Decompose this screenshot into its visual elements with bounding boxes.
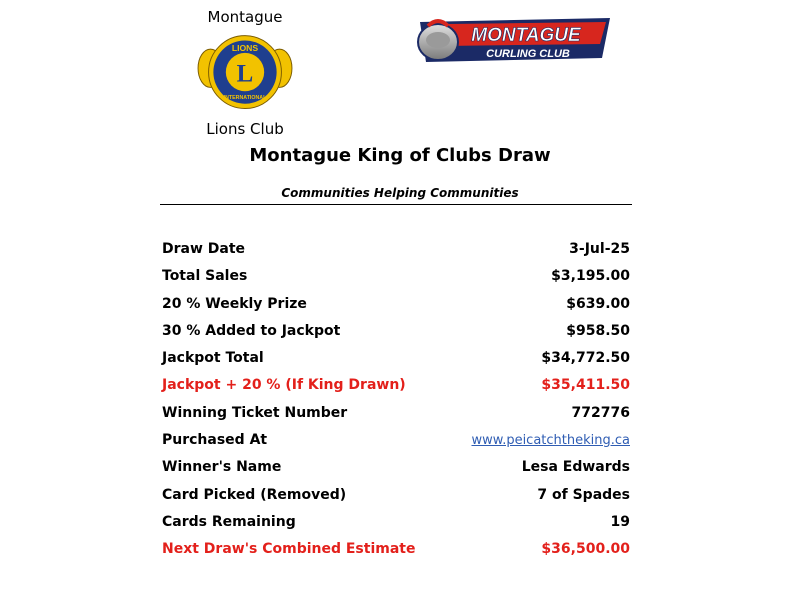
- lions-club-top-label: Montague: [207, 8, 283, 26]
- lions-club-bottom-label: Lions Club: [206, 120, 284, 138]
- curling-logo-bottom-text: CURLING CLUB: [486, 48, 570, 60]
- jackpot-total-value: $34,772.50: [541, 350, 630, 367]
- winner-name-label: Winner's Name: [162, 459, 282, 476]
- jackpot-if-king-label: Jackpot + 20 % (If King Drawn): [162, 377, 406, 394]
- lions-emblem-letter: L: [236, 60, 254, 88]
- row-purchased-at: [162, 427, 630, 454]
- lions-club-emblem: [197, 28, 293, 120]
- cards-remaining-label: Cards Remaining: [162, 513, 296, 530]
- draw-results-table: [162, 236, 630, 564]
- row-weekly-prize: [162, 291, 630, 318]
- row-jackpot-if-king: [162, 372, 630, 399]
- jackpot-if-king-value: $35,411.50: [541, 377, 630, 394]
- page-title: Montague King of Clubs Draw: [249, 145, 551, 166]
- weekly-prize-label: 20 % Weekly Prize: [162, 295, 307, 312]
- header-divider: [160, 204, 632, 205]
- winner-name-value: Lesa Edwards: [521, 459, 630, 476]
- row-jackpot-total: [162, 345, 630, 372]
- lions-emblem-ring-text: INTERNATIONAL: [223, 94, 267, 101]
- row-next-draw-estimate: [162, 536, 630, 563]
- card-picked-value: 7 of Spades: [537, 486, 630, 503]
- row-added-to-jackpot: [162, 318, 630, 345]
- purchased-at-link[interactable]: www.peicatchtheking.ca: [471, 433, 630, 449]
- jackpot-total-label: Jackpot Total: [162, 350, 264, 367]
- row-winning-ticket: [162, 400, 630, 427]
- draw-date-value: 3-Jul-25: [569, 241, 630, 257]
- next-draw-estimate-value: $36,500.00: [541, 541, 630, 558]
- next-draw-estimate-label: Next Draw's Combined Estimate: [162, 541, 416, 558]
- row-draw-date: [162, 236, 630, 263]
- purchased-at-label: Purchased At: [162, 432, 268, 449]
- row-cards-remaining: [162, 509, 630, 536]
- montague-curling-club-logo: [414, 14, 614, 68]
- added-to-jackpot-label: 30 % Added to Jackpot: [162, 322, 341, 339]
- lions-club-logo-block: [180, 8, 310, 138]
- lions-emblem-word: LIONS: [231, 43, 259, 53]
- added-to-jackpot-value: $958.50: [566, 322, 630, 339]
- total-sales-value: $3,195.00: [551, 268, 630, 285]
- row-winner-name: [162, 454, 630, 481]
- row-card-picked: [162, 482, 630, 509]
- weekly-prize-value: $639.00: [566, 295, 630, 312]
- page-subtitle: Communities Helping Communities: [281, 186, 519, 200]
- curling-logo-top-text: MONTAGUE: [471, 25, 581, 46]
- cards-remaining-value: 19: [610, 513, 630, 530]
- total-sales-label: Total Sales: [162, 268, 248, 285]
- winning-ticket-value: 772776: [571, 404, 630, 421]
- row-total-sales: [162, 263, 630, 290]
- winning-ticket-label: Winning Ticket Number: [162, 404, 348, 421]
- draw-date-label: Draw Date: [162, 241, 246, 257]
- card-picked-label: Card Picked (Removed): [162, 486, 347, 503]
